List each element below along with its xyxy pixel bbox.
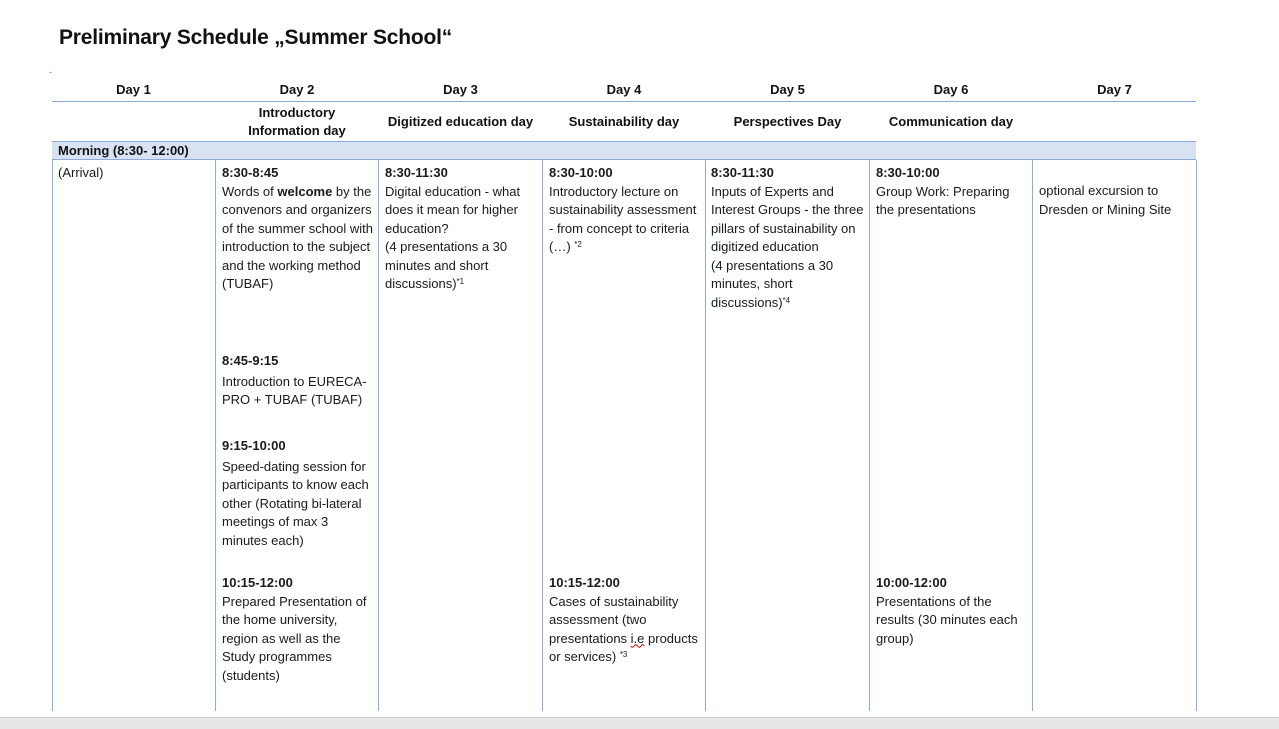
window-bottom-bar (0, 717, 1279, 729)
day2-s1-post: by the convenors and organizers of the summer school with introduction to the subject and the working method (TUBAF) (222, 183, 374, 291)
day1-cell (58, 164, 208, 183)
day3-text: Digital education - what does it mean for higher education? (385, 183, 521, 236)
day4-s2-footnote: *3 (619, 650, 628, 659)
day3-text2: (4 presentations a 30 minutes and short discussions) (385, 239, 508, 291)
header-divider (52, 101, 1196, 102)
document-title: Preliminary Schedule „Summer School“ (59, 26, 453, 49)
theme-day-4: Sustainability day (568, 114, 680, 129)
column-divider (705, 160, 706, 711)
column-divider (1032, 160, 1033, 711)
day6-session-1 (876, 164, 1028, 220)
day4-s1-text: Introductory lecture on sustainability assessment - from concept to criteria (…) (549, 183, 697, 254)
day6-s2-text: Presentations of the results (30 minutes each group) (876, 593, 1018, 646)
day4-s2-ie: i.e (630, 630, 645, 646)
header-day-7: Day 7 (1097, 82, 1132, 97)
theme-day-3: Digitized education day (387, 114, 534, 129)
day5-text2: (4 presentations a 30 minutes, short discussions) (711, 257, 834, 310)
day4-s2-time: 10:15-12:00 (549, 575, 620, 590)
day2-s4-text: Prepared Presentation of the home university, region as well as the Study programmes (students) (222, 593, 367, 683)
theme-day-5: Perspectives Day (733, 114, 842, 129)
day6-s1-text: Group Work: Preparing the presentations (876, 183, 1010, 217)
column-divider (52, 160, 53, 711)
day5-time: 8:30-11:30 (711, 165, 774, 180)
theme-day-6: Communication day (888, 114, 1014, 129)
day2-s3-text: Speed-dating session for participants to know each other (Rotating bi-lateral meetings of max 3 minutes each) (222, 458, 369, 548)
column-divider (378, 160, 379, 711)
day2-s1-pre: Words of (222, 183, 278, 199)
day3-footnote: *1 (456, 277, 465, 286)
day2-s1-bold: welcome (277, 183, 333, 199)
header-day-2: Day 2 (279, 82, 315, 97)
day2-s3-time: 9:15-10:00 (222, 438, 286, 453)
day2-s4-time: 10:15-12:00 (222, 575, 293, 590)
section-label: Morning (8:30- 12:00) (58, 143, 189, 158)
column-divider (542, 160, 543, 711)
day5-session (711, 164, 865, 312)
day7-cell (1039, 182, 1191, 219)
day3-session (385, 164, 538, 294)
day7-text: optional excursion to Dresden or Mining Site (1039, 183, 1172, 217)
header-day-5: Day 5 (770, 82, 805, 97)
theme-day-2: Introductory Information day (248, 105, 346, 138)
header-day-6: Day 6 (933, 82, 969, 97)
column-divider (1196, 160, 1197, 711)
day3-time: 8:30-11:30 (385, 165, 448, 180)
day6-s1-time: 8:30-10:00 (876, 165, 940, 180)
column-divider (215, 160, 216, 711)
day4-s1-time: 8:30-10:00 (549, 165, 613, 180)
day6-s2-time: 10:00-12:00 (876, 575, 947, 590)
stray-mark: - (49, 67, 52, 77)
day2-session-2 (222, 352, 374, 410)
section-band (52, 141, 1196, 160)
day4-s2-pre: Cases of sustainability assessment (two presentations (549, 593, 679, 646)
header-day-3: Day 3 (443, 82, 478, 97)
day2-s2-text: Introduction to EURECA-PRO + TUBAF (TUBAF) (222, 373, 367, 407)
day5-footnote: *4 (782, 295, 791, 305)
day4-s1-footnote: *2 (574, 240, 582, 249)
day2-session-1 (222, 164, 374, 294)
day4-session-2 (549, 574, 699, 667)
column-divider (869, 160, 870, 711)
day4-session-1 (549, 164, 702, 257)
day1-text: (Arrival) (58, 165, 104, 180)
day5-text: Inputs of Experts and Interest Groups - the three pillars of sustainability on digitized education (711, 183, 864, 254)
header-day-1: Day 1 (116, 82, 151, 97)
day2-s2-time: 8:45-9:15 (222, 353, 279, 368)
day2-s1-time: 8:30-8:45 (222, 165, 279, 180)
day6-session-2 (876, 574, 1028, 648)
day2-session-3 (222, 437, 374, 550)
day2-session-4 (222, 574, 374, 685)
day4-s2-post: products or services) (549, 630, 698, 664)
header-day-4: Day 4 (606, 82, 642, 97)
